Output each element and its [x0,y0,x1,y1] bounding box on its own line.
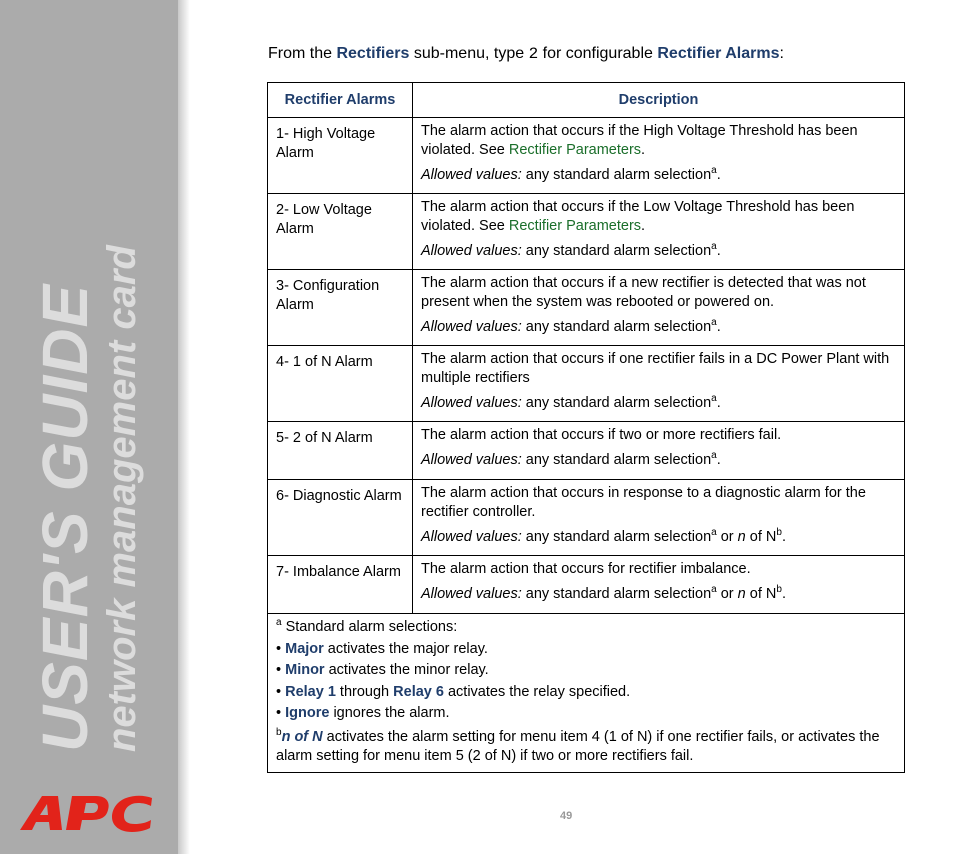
footnote-a-ref: a [711,584,717,596]
of-n-text: of N [745,529,777,545]
term-relay-1: Relay 1 [285,683,336,700]
term-minor: Minor [285,662,325,678]
guide-subtitle: network management card [100,245,144,752]
intro-prefix: From the [268,45,337,62]
allowed-values-text: any standard alarm selection [521,319,712,335]
footnote-b-text: activates the alarm setting for menu item 4 (1 of N) if one rectifier fails, or activates the alarm setting for menu item 5 (2 of N) if two or more rectifiers fail. [276,728,880,764]
header-rectifier-alarms: Rectifier Alarms [268,83,413,118]
allowed-values-text: any standard alarm selection [521,395,712,411]
n-italic: n [737,586,746,602]
allowed-end: . [716,452,721,468]
alarm-description [413,422,905,480]
table-row [268,556,905,614]
alarm-name: 1- High Voltage Alarm [268,118,413,194]
description-text: The alarm action that occurs if two or more rectifiers fail. [421,427,782,443]
description-text: The alarm action that occurs if the Low Voltage Threshold has been violated. See [421,199,855,234]
item-text: activates the major relay. [323,640,488,657]
footnote-a-marker: a [276,617,282,629]
item-text: activates the minor relay. [324,662,489,678]
alarm-description [413,270,905,346]
alarm-name: 7- Imbalance Alarm [268,556,413,614]
footnote-a-ref: a [711,317,717,329]
footnote-b [276,728,896,766]
footnote-b-ref: b [776,527,782,539]
alarm-name: 5- 2 of N Alarm [268,422,413,480]
bullet: • [276,640,286,657]
list-item [276,639,896,661]
alarm-name: 4- 1 of N Alarm [268,346,413,422]
allowed-values-text: any standard alarm selection [521,167,712,183]
allowed-end: . [781,529,786,545]
allowed-values-label: Allowed values: [421,243,522,259]
intro-middle: sub-menu, type [409,45,529,62]
list-item [276,682,896,704]
footnote-b-marker: b [276,726,282,738]
allowed-end: . [781,586,786,602]
allowed-values-text: any standard alarm selection [521,452,712,468]
alarm-name: 3- Configuration Alarm [268,270,413,346]
allowed-values-label: Allowed values: [421,319,522,335]
alarm-description [413,118,905,194]
n-italic: n [737,529,746,545]
description-end: . [641,142,646,158]
table-notes-row [268,614,905,773]
page-number: 49 [560,810,573,822]
item-text: ignores the alarm. [329,705,450,721]
alarm-description [413,194,905,270]
rectifier-alarms-ref: Rectifier Alarms [657,45,780,62]
allowed-end: . [716,319,721,335]
bullet: • [276,662,286,678]
alarm-description [413,346,905,422]
apc-logo [16,790,158,834]
allowed-values-label: Allowed values: [421,586,522,602]
table-row [268,480,905,556]
rectifiers-menu-ref: Rectifiers [336,45,410,62]
item-text: activates the relay specified. [443,683,631,700]
term-relay-6: Relay 6 [393,683,444,700]
term-major: Major [285,640,324,657]
allowed-values-label: Allowed values: [421,395,522,411]
term-ignore: Ignore [285,705,330,721]
allowed-values-label: Allowed values: [421,529,522,545]
allowed-values-text: any standard alarm selection [521,243,712,259]
alarm-name: 2- Low Voltage Alarm [268,194,413,270]
footnote-a-ref: a [711,450,717,462]
footnote-a-ref: a [711,241,717,253]
rectifier-alarms-table [267,82,905,773]
footnote-a-ref: a [711,165,717,177]
rectifier-parameters-link[interactable]: Rectifier Parameters [508,142,642,158]
or-text: or [716,586,738,602]
allowed-end: . [716,243,721,259]
intro-text [268,45,784,63]
rectifier-parameters-link[interactable]: Rectifier Parameters [508,218,642,234]
allowed-end: . [716,395,721,411]
table-row [268,194,905,270]
table-row [268,270,905,346]
menu-key: 2 [528,45,539,63]
footnote-b-ref: b [776,584,782,596]
bullet: • [276,705,286,721]
intro-middle2: for configurable [538,45,658,62]
list-item [276,703,896,725]
item-mid-text: through [335,683,394,700]
header-description: Description [413,83,905,118]
table-row [268,422,905,480]
description-text: The alarm action that occurs if the High Voltage Threshold has been violated. See [421,123,858,158]
allowed-values-text: any standard alarm selection [521,586,712,602]
allowed-values-label: Allowed values: [421,167,522,183]
table-row [268,118,905,194]
allowed-values-label: Allowed values: [421,452,522,468]
footnote-a-text: Standard alarm selections: [281,619,458,635]
or-text: or [716,529,738,545]
intro-suffix: : [779,45,784,62]
description-text: The alarm action that occurs for rectifier imbalance. [421,561,751,577]
bullet: • [276,683,286,700]
term-n-of-n: n of N [281,728,323,745]
sidebar-shadow [178,0,190,854]
footnote-a-ref: a [711,393,717,405]
guide-title: USER'S GUIDE [29,283,101,752]
description-text: The alarm action that occurs if one rectifier fails in a DC Power Plant with multiple rectifiers [421,351,890,386]
of-n-text: of N [745,586,777,602]
footnote-a [276,617,896,639]
alarm-description [413,480,905,556]
footnote-a-ref: a [711,527,717,539]
list-item [276,660,896,682]
alarm-name: 6- Diagnostic Alarm [268,480,413,556]
table-header-row [268,83,905,118]
description-text: The alarm action that occurs if a new rectifier is detected that was not present when the system was rebooted or powered on. [421,275,866,310]
alarm-description [413,556,905,614]
description-end: . [641,218,646,234]
description-text: The alarm action that occurs in response to a diagnostic alarm for the rectifier controller. [421,485,866,520]
table-notes [268,614,905,773]
allowed-end: . [716,167,721,183]
table-row [268,346,905,422]
allowed-values-text: any standard alarm selection [521,529,712,545]
